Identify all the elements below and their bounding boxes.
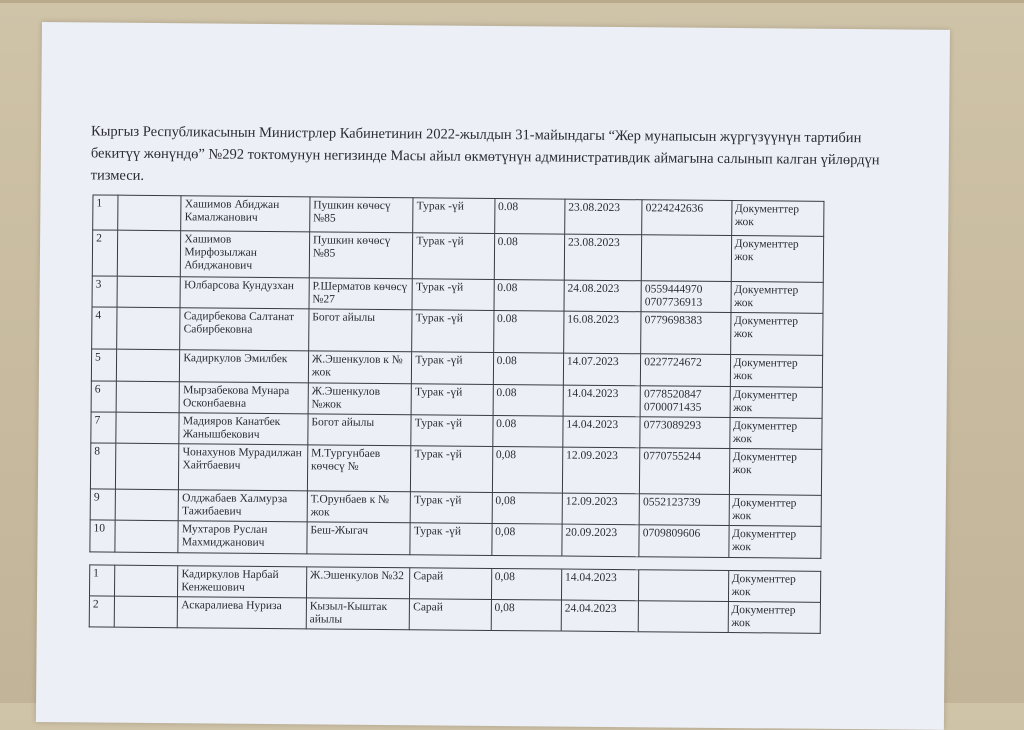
- cell-status: Документтер жок: [730, 387, 823, 419]
- cell-phone: 0770755244: [640, 448, 730, 495]
- cell-status: Документтер жок: [728, 526, 821, 559]
- cell-area: 0.08: [494, 198, 565, 234]
- cell-date: 12.09.2023: [562, 447, 640, 494]
- table-row: [92, 307, 823, 355]
- cell-type: Сарай: [410, 568, 492, 600]
- cell-no: 1: [89, 565, 114, 596]
- cell-phone: 0559444970 0707736913: [641, 281, 731, 313]
- cell-date: 16.08.2023: [564, 311, 642, 354]
- notice-paper: [36, 22, 950, 730]
- cell-no: 9: [90, 489, 115, 520]
- cell-phone: 0773089293: [640, 417, 730, 449]
- cell-type: Сарай: [409, 599, 491, 631]
- cell-date: 24.08.2023: [564, 280, 642, 312]
- table-row: [90, 443, 821, 495]
- cell-type: Турак -үй: [413, 233, 495, 280]
- cell-name: Кадиркулов Эмилбек: [180, 350, 309, 383]
- cell-address: Пушкин көчөсү №85: [309, 232, 413, 279]
- cell-date: 24.04.2023: [561, 600, 639, 632]
- cell-no: 2: [92, 230, 117, 276]
- board-edge: [0, 0, 1024, 3]
- cell-no: 2: [89, 596, 114, 627]
- cell-blank: [116, 443, 180, 490]
- cell-address: Беш-Жыгач: [307, 522, 411, 555]
- cell-area: 0,08: [491, 599, 562, 631]
- cell-phone: 0552123739: [639, 494, 729, 526]
- cell-date: 14.04.2023: [563, 385, 641, 417]
- cell-date: 14.07.2023: [563, 353, 641, 386]
- cell-status: Документтер жок: [728, 602, 821, 634]
- cell-blank: [117, 276, 181, 308]
- cell-phone: 0779698383: [641, 312, 731, 355]
- cell-phone: 0778520847 0700071435: [640, 386, 730, 418]
- cell-no: 6: [91, 381, 116, 412]
- cell-name: Хашимов Абиджан Камалжанович: [181, 196, 310, 232]
- barns-table: [89, 564, 822, 633]
- cell-no: 7: [91, 412, 116, 443]
- cell-blank: [114, 596, 178, 628]
- cell-name: Садирбекова Салтанат Сабирбековна: [180, 308, 309, 351]
- cell-address: Богот айылы: [308, 414, 412, 446]
- cell-name: Мухтаров Руслан Махмиджанович: [178, 521, 307, 554]
- cell-type: Турак -үй: [410, 523, 492, 556]
- cell-type: Турак -үй: [412, 352, 494, 385]
- cell-type: Турак -үй: [412, 310, 494, 353]
- cell-name: Мадияров Канатбек Жанышбекович: [179, 413, 308, 445]
- cell-type: Турак -үй: [410, 492, 492, 524]
- cell-area: 0,08: [492, 492, 563, 524]
- cell-status: Документтер жок: [730, 355, 823, 388]
- cell-area: 0,08: [492, 446, 563, 493]
- cell-status: Документтер жок: [729, 418, 822, 450]
- cell-date: 12.09.2023: [562, 493, 640, 525]
- cell-address: Кызыл-Кыштак айылы: [306, 598, 410, 630]
- cell-blank: [115, 489, 179, 521]
- cell-no: 4: [92, 307, 117, 349]
- cell-no: 10: [90, 520, 115, 552]
- cell-phone: 0227724672: [641, 354, 731, 387]
- cell-blank: [115, 565, 179, 597]
- cell-blank: [117, 307, 181, 350]
- cell-phone: 0709809606: [639, 525, 729, 558]
- cell-date: 23.08.2023: [564, 234, 642, 281]
- cell-type: Турак -үй: [411, 415, 493, 447]
- cell-no: 1: [93, 195, 118, 230]
- cell-status: Докуемнттер жок: [731, 282, 824, 314]
- cell-address: Ж.Эшенкулов №32: [306, 567, 410, 599]
- cell-no: 5: [91, 349, 116, 381]
- cell-status: Документтер жок: [730, 313, 823, 356]
- cell-name: Хашимов Мирфозылжан Абиджанович: [181, 231, 310, 278]
- cell-name: Юлбарсова Кундузхан: [180, 277, 309, 309]
- cell-address: Т.Орунбаев к № жок: [307, 491, 411, 523]
- cell-area: 0.08: [494, 233, 565, 280]
- cell-area: 0.08: [493, 352, 564, 385]
- cell-status: Документтер жок: [729, 449, 822, 496]
- cell-no: 8: [90, 443, 115, 489]
- cell-area: 0.08: [494, 279, 565, 311]
- cell-area: 0,08: [491, 568, 562, 600]
- cell-phone: [641, 235, 731, 282]
- cell-date: 20.09.2023: [562, 524, 640, 557]
- cell-blank: [116, 381, 180, 413]
- cell-status: Документтер жок: [731, 236, 824, 283]
- table-row: [89, 596, 820, 633]
- cell-name: Чонахунов Мурадилжан Хайтбаевич: [179, 444, 308, 491]
- cell-area: 0.08: [492, 415, 563, 447]
- cell-blank: [117, 230, 181, 277]
- cell-date: 14.04.2023: [563, 416, 641, 448]
- cell-date: 23.08.2023: [565, 199, 643, 235]
- cell-status: Документтер жок: [731, 201, 824, 237]
- cell-status: Документтер жок: [729, 495, 822, 527]
- cell-area: 0.08: [493, 384, 564, 416]
- table-row: [90, 520, 821, 558]
- cell-name: Мырзабекова Мунара Осконбаевна: [179, 382, 308, 414]
- cell-name: Олджабаев Халмурза Тажибаевич: [178, 490, 307, 522]
- cell-date: 14.04.2023: [561, 569, 639, 601]
- cell-no: 3: [92, 276, 117, 307]
- table-row: [92, 230, 823, 282]
- cell-status: Документтер жок: [728, 571, 821, 603]
- cell-type: Турак -үй: [413, 198, 495, 234]
- cell-phone: [638, 601, 728, 633]
- cell-address: М.Тургунбаев көчөсү №: [307, 445, 411, 492]
- cell-blank: [116, 349, 180, 382]
- cell-type: Турак -үй: [412, 279, 494, 311]
- houses-table: [89, 194, 824, 558]
- cell-address: Пушкин көчөсү №85: [310, 197, 414, 233]
- cell-type: Турак -үй: [411, 446, 493, 493]
- cell-name: Кадиркулов Нарбай Кенжешович: [178, 566, 307, 598]
- cell-address: Богот айылы: [308, 309, 412, 352]
- cell-address: Ж.Эшенкулов к № жок: [308, 351, 412, 384]
- cell-address: Р.Шерматов көчөсү №27: [309, 278, 413, 310]
- cell-area: 0,08: [491, 523, 562, 556]
- cell-phone: 0224242636: [642, 200, 732, 236]
- notice-title: Кыргыз Республикасынын Министрлер Кабинетинин 2022-жылдын 31-майындагы “Жер мунапысын жүргүзүүнүн тартибин бекитүү жөнүндө” №292 токтомунун негизинде Масы айыл өкмөтүнүн административдик аймагына салынып калган үйлөрдүн тизмеси.: [90, 123, 880, 184]
- cell-area: 0.08: [493, 310, 564, 353]
- cell-address: Ж.Эшенкулов №жок: [308, 383, 412, 415]
- cell-name: Аскаралиева Нуриза: [178, 597, 307, 629]
- cell-blank: [116, 412, 180, 444]
- cell-blank: [118, 195, 182, 231]
- cell-blank: [115, 520, 179, 553]
- cell-type: Турак -үй: [411, 384, 493, 416]
- cell-phone: [639, 570, 729, 602]
